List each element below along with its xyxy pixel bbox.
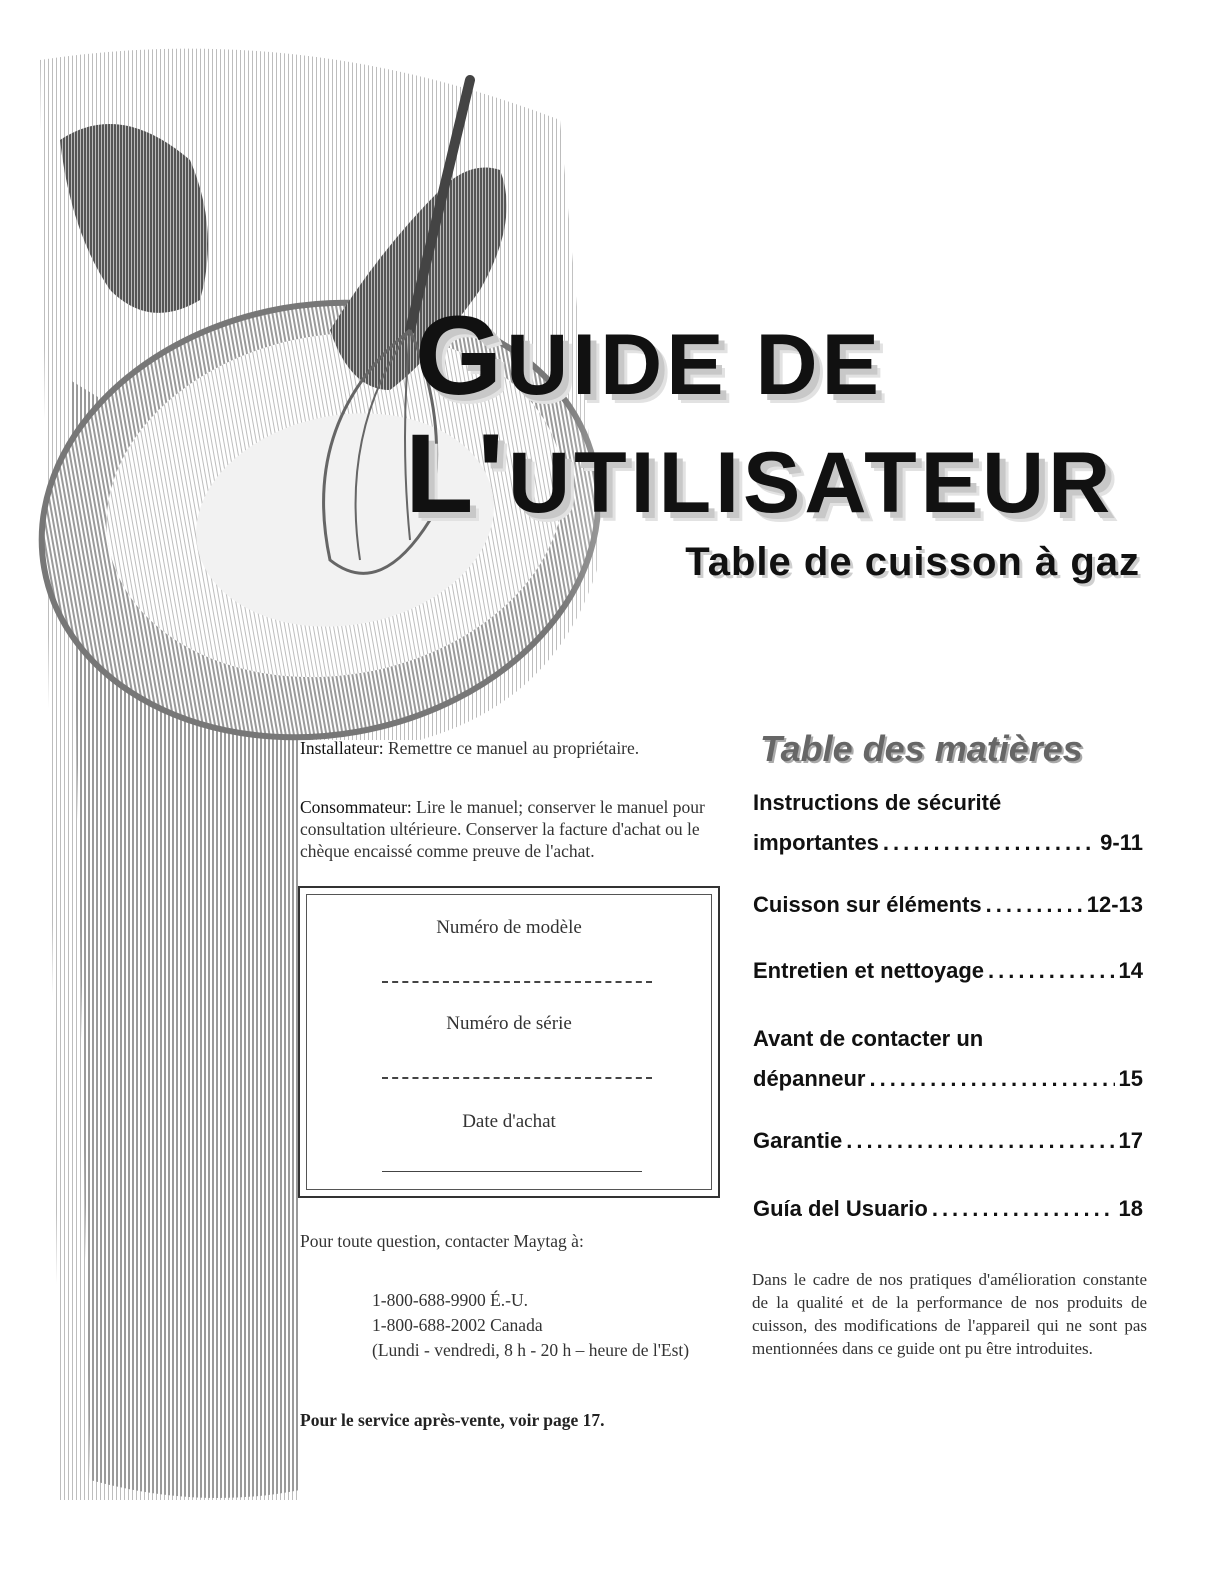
toc-item-label: Cuisson sur éléments — [753, 892, 982, 917]
toc-item-label: dépanneur — [753, 1066, 866, 1091]
installer-note — [300, 737, 720, 759]
toc-leader-dots — [988, 958, 1114, 984]
phone-us: 1-800-688-9900 É.-U. — [372, 1290, 529, 1310]
toc-item-line1: Avant de contacter un — [753, 1026, 984, 1051]
title-line-1 — [415, 293, 883, 418]
toc-item-page: 17 — [1118, 1128, 1143, 1153]
document-subtitle: Table de cuisson à gaz — [685, 540, 1140, 584]
title-initial-l: L' — [405, 411, 509, 536]
toc-item-line1: Instructions de sécurité — [753, 790, 1002, 815]
toc-item-label: Entretien et nettoyage — [753, 958, 985, 983]
toc-leader-dots — [869, 1066, 1114, 1092]
toc-item-page: 18 — [1118, 1196, 1143, 1221]
serial-number-line — [382, 1077, 652, 1079]
toc-item-page: 14 — [1118, 958, 1143, 983]
title-line-2 — [405, 411, 1115, 536]
toc-leader-dots — [932, 1196, 1115, 1222]
toc-item-warranty — [753, 1128, 1143, 1154]
toc-item-troubleshooting — [753, 1026, 1143, 1092]
toc-item-surface-cooking — [753, 892, 1143, 918]
toc-item-page: 15 — [1118, 1066, 1143, 1091]
toc-leader-dots — [846, 1128, 1114, 1154]
purchase-date-line — [382, 1171, 642, 1172]
model-number-line — [382, 981, 652, 983]
improvement-note: Dans le cadre de nos pratiques d'amélioration constante de la qualité et de la performance de nos produits de cuisson, des modifications de l'appareil qui ne sont pas mentionnées dans ce guide ont pu être introduites. — [752, 1270, 1147, 1358]
product-info-box-inner — [306, 894, 712, 1190]
product-info-box — [298, 886, 720, 1198]
title-rest-2: UTILISATEUR — [508, 435, 1115, 531]
toc-item-safety — [753, 790, 1143, 856]
consumer-note — [300, 796, 720, 862]
toc-leader-dots — [883, 830, 1096, 856]
toc-item-spanish-guide — [753, 1196, 1143, 1222]
serial-number-label: Numéro de série — [446, 1013, 572, 1034]
consumer-text: Lire le manuel; conserver le manuel pour consultation ultérieure. Conserver la facture d'achat ou le chèque encaissé comme preuve de l'achat. — [300, 797, 705, 861]
toc-item-care-cleaning — [753, 958, 1143, 984]
toc-item-label: Garantie — [753, 1128, 843, 1153]
toc-heading: Table des matières — [760, 728, 1083, 769]
toc-item-label: Guía del Usuario — [753, 1196, 928, 1221]
title-rest-1: UIDE DE — [506, 317, 883, 413]
phone-canada: 1-800-688-2002 Canada — [372, 1315, 543, 1335]
contact-hours: (Lundi - vendredi, 8 h - 20 h – heure de l'Est) — [372, 1340, 690, 1360]
contact-phones — [372, 1288, 689, 1363]
toc-item-page: 9-11 — [1100, 830, 1143, 855]
installer-text: Remettre ce manuel au propriétaire. — [383, 738, 640, 758]
service-note: Pour le service après-vente, voir page 17. — [300, 1410, 605, 1430]
toc-item-page: 12-13 — [1086, 892, 1143, 917]
installer-label: Installateur: — [300, 738, 384, 758]
model-number-label: Numéro de modèle — [436, 917, 582, 938]
consumer-label: Consommateur: — [300, 797, 412, 817]
toc-leader-dots — [986, 892, 1083, 918]
title-initial-g: G — [415, 293, 507, 418]
contact-intro: Pour toute question, contacter Maytag à: — [300, 1231, 584, 1251]
purchase-date-label: Date d'achat — [462, 1111, 556, 1132]
toc-item-label: importantes — [753, 830, 879, 855]
